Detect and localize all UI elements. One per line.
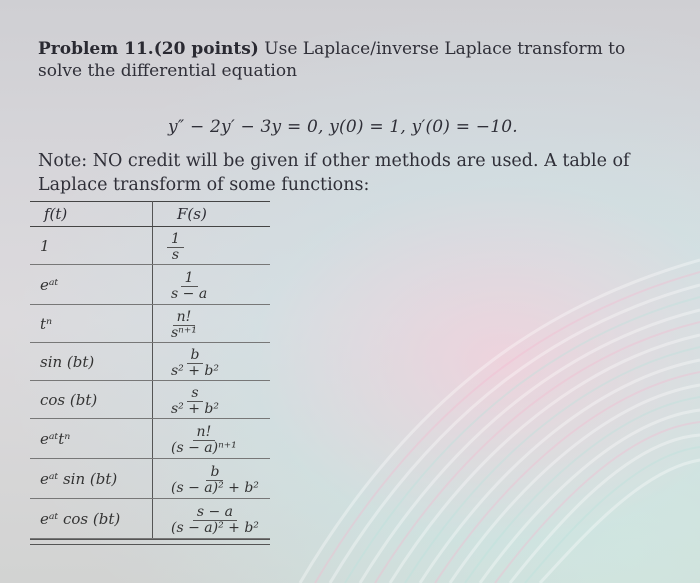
function-cell: eᵃᵗ cos (bt) bbox=[40, 509, 121, 528]
transform-fraction: $\frac{s}{\text{s² + b²}}$ bbox=[171, 384, 220, 417]
transform-table bbox=[30, 201, 270, 539]
transform-fraction: $\frac{n!}{\text{(s − a)ⁿ⁺¹}}$ bbox=[171, 423, 237, 456]
function-cell: eᵃᵗ bbox=[40, 275, 59, 294]
transform-fraction: $\frac{b}{\text{s² + b²}}$ bbox=[171, 346, 220, 379]
problem-text: Use Laplace/inverse Laplace transform to solve the differential equation bbox=[38, 39, 626, 81]
transform-fraction: $\frac{1}{s}$ bbox=[167, 232, 184, 263]
function-cell: 1 bbox=[40, 236, 50, 255]
table-row bbox=[30, 305, 270, 343]
function-cell: sin (bt) bbox=[40, 352, 95, 371]
table-row bbox=[30, 499, 270, 539]
table-row bbox=[30, 419, 270, 459]
table-row bbox=[30, 459, 270, 499]
function-cell: eᵃᵗtⁿ bbox=[40, 429, 71, 448]
function-cell: tⁿ bbox=[40, 314, 53, 333]
note-text: Note: NO credit will be given if other methods are used. A table of Laplace transform of some functions: bbox=[38, 151, 630, 195]
table-row bbox=[30, 227, 270, 265]
table-row bbox=[30, 265, 270, 305]
function-cell: eᵃᵗ sin (bt) bbox=[40, 469, 118, 488]
function-cell: cos (bt) bbox=[40, 390, 98, 409]
problem-statement bbox=[38, 38, 658, 82]
laplace-transform-table bbox=[30, 201, 270, 545]
table-bottom-rule bbox=[30, 539, 270, 545]
header-f-of-t: f(t) bbox=[30, 202, 153, 227]
table-row bbox=[30, 381, 270, 419]
header-F-of-s: F(s) bbox=[153, 202, 271, 227]
transform-fraction: $\frac{n!}{\text{sⁿ⁺¹}}$ bbox=[171, 308, 197, 341]
table-row bbox=[30, 343, 270, 381]
transform-fraction: $\frac{1}{s - a}$ bbox=[171, 269, 208, 302]
transform-fraction: $\frac{b}{\text{(s − a)² + b²}}$ bbox=[171, 463, 259, 496]
problem-heading: Problem 11.(20 points) bbox=[38, 39, 259, 59]
differential-equation: y″ − 2y′ − 3y = 0, y(0) = 1, y′(0) = −10. bbox=[168, 117, 518, 137]
transform-fraction: $\frac{s - a}{\text{(s − a)² + b²}}$ bbox=[171, 503, 259, 536]
